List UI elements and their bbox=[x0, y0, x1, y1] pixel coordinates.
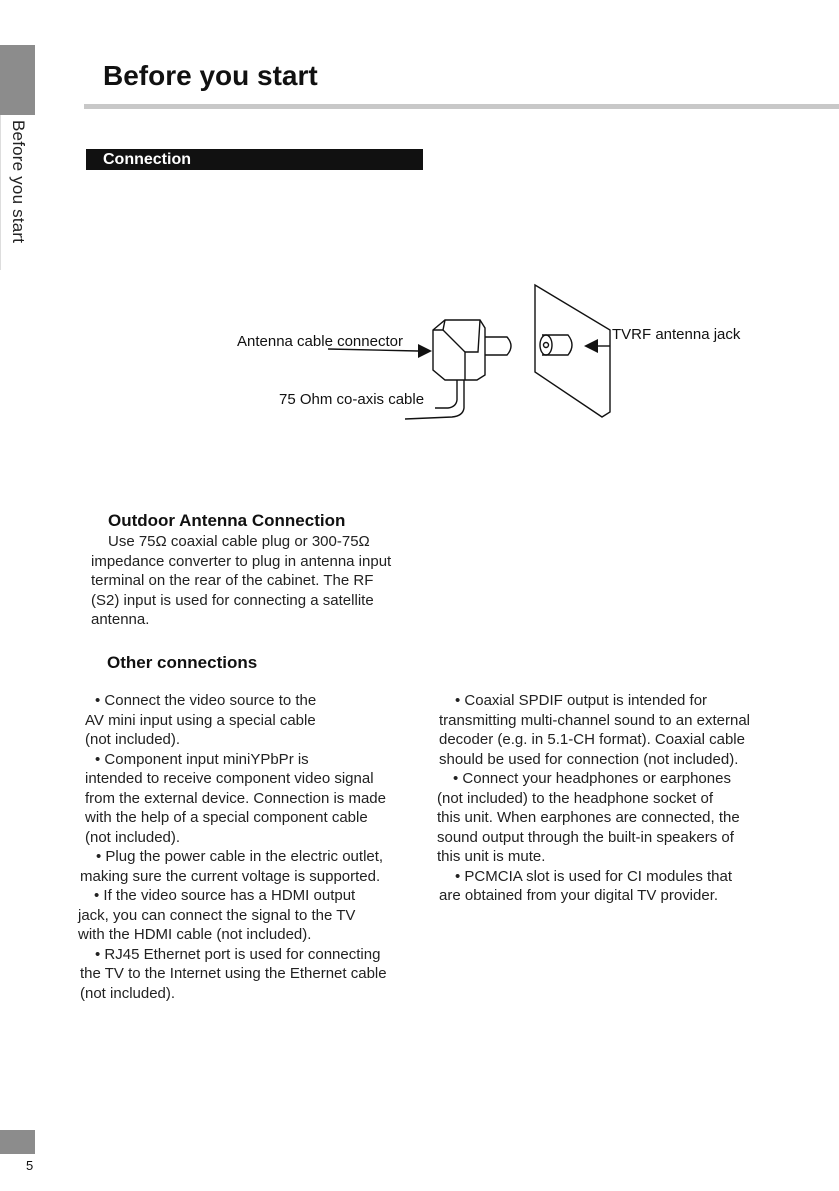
text-line: AV mini input using a special cable bbox=[85, 711, 316, 729]
outdoor-antenna-text bbox=[91, 532, 391, 630]
text-line: • Component input miniYPbPr is bbox=[95, 750, 309, 768]
text-line: antenna. bbox=[91, 611, 150, 628]
text-line: jack, you can connect the signal to the TV bbox=[78, 906, 356, 924]
label-tvrf-jack: TVRF antenna jack bbox=[612, 326, 741, 343]
wall-plate-icon bbox=[535, 285, 610, 417]
text-line: are obtained from your digital TV provider. bbox=[439, 887, 719, 904]
text-line: transmitting multi-channel sound to an external bbox=[439, 711, 751, 729]
text-line: • Connect the video source to the bbox=[95, 692, 317, 709]
page-number: 5 bbox=[26, 1158, 34, 1173]
text-line: (not included). bbox=[80, 984, 176, 1002]
antenna-jack-icon bbox=[542, 335, 572, 355]
connector-arrow-icon bbox=[418, 344, 432, 358]
text-line: should be used for connection (not included). bbox=[439, 750, 739, 768]
text-line: • Coaxial SPDIF output is intended for bbox=[455, 692, 708, 709]
text-line: (not included). bbox=[85, 731, 181, 748]
antenna-connection-diagram bbox=[230, 280, 770, 445]
text-line: • Plug the power cable in the electric outlet, bbox=[96, 848, 384, 865]
text-line: making sure the current voltage is supported. bbox=[80, 867, 381, 885]
text-line: the TV to the Internet using the Ethernet cable bbox=[80, 965, 387, 982]
text-line: from the external device. Connection is made bbox=[85, 789, 386, 807]
connector-pin-icon bbox=[485, 337, 511, 355]
text-line: • RJ45 Ethernet port is used for connecting bbox=[95, 945, 381, 963]
antenna-connector-icon bbox=[433, 320, 485, 380]
text-line: • If the video source has a HDMI output bbox=[94, 887, 356, 904]
text-line: (not included) to the headphone socket of bbox=[437, 789, 714, 807]
text-line: with the help of a special component cable bbox=[85, 809, 368, 826]
side-tab-marker bbox=[0, 45, 35, 115]
side-tab-label: Before you start bbox=[9, 120, 28, 244]
label-coax-cable: 75 Ohm co-axis cable bbox=[279, 391, 425, 408]
label-antenna-connector: Antenna cable connector bbox=[237, 333, 403, 350]
diagram-drawing bbox=[230, 280, 770, 440]
text-line: intended to receive component video signal bbox=[85, 770, 374, 787]
text-line: • PCMCIA slot is used for CI modules that bbox=[455, 867, 733, 885]
text-line: sound output through the built-in speakers of bbox=[437, 828, 734, 846]
text-line: • Connect your headphones or earphones bbox=[453, 770, 731, 787]
text-line: (not included). bbox=[85, 828, 181, 846]
text-line: decoder (e.g. in 5.1-CH format). Coaxial cable bbox=[439, 731, 745, 748]
footer-tab bbox=[0, 1130, 35, 1154]
text-line: (S2) input is used for connecting a satellite bbox=[91, 591, 374, 609]
jack-arrow-icon bbox=[584, 339, 598, 353]
other-connections-left-column bbox=[80, 691, 425, 1003]
text-line: this unit. When earphones are connected, the bbox=[437, 809, 740, 826]
heading-outdoor-antenna: Outdoor Antenna Connection bbox=[108, 511, 346, 530]
text-line: this unit is mute. bbox=[437, 848, 546, 865]
text-line: with the HDMI cable (not included). bbox=[78, 926, 312, 943]
text-line: impedance converter to plug in antenna input bbox=[91, 552, 392, 570]
page-title: Before you start bbox=[103, 60, 318, 91]
title-divider bbox=[84, 104, 839, 109]
heading-other-connections: Other connections bbox=[107, 653, 258, 672]
text-line: Use 75Ω coaxial cable plug or 300-75Ω bbox=[108, 533, 370, 550]
text-line: terminal on the rear of the cabinet. The RF bbox=[91, 572, 374, 589]
section-header-connection: Connection bbox=[86, 149, 423, 170]
other-connections-right-column bbox=[437, 691, 782, 906]
